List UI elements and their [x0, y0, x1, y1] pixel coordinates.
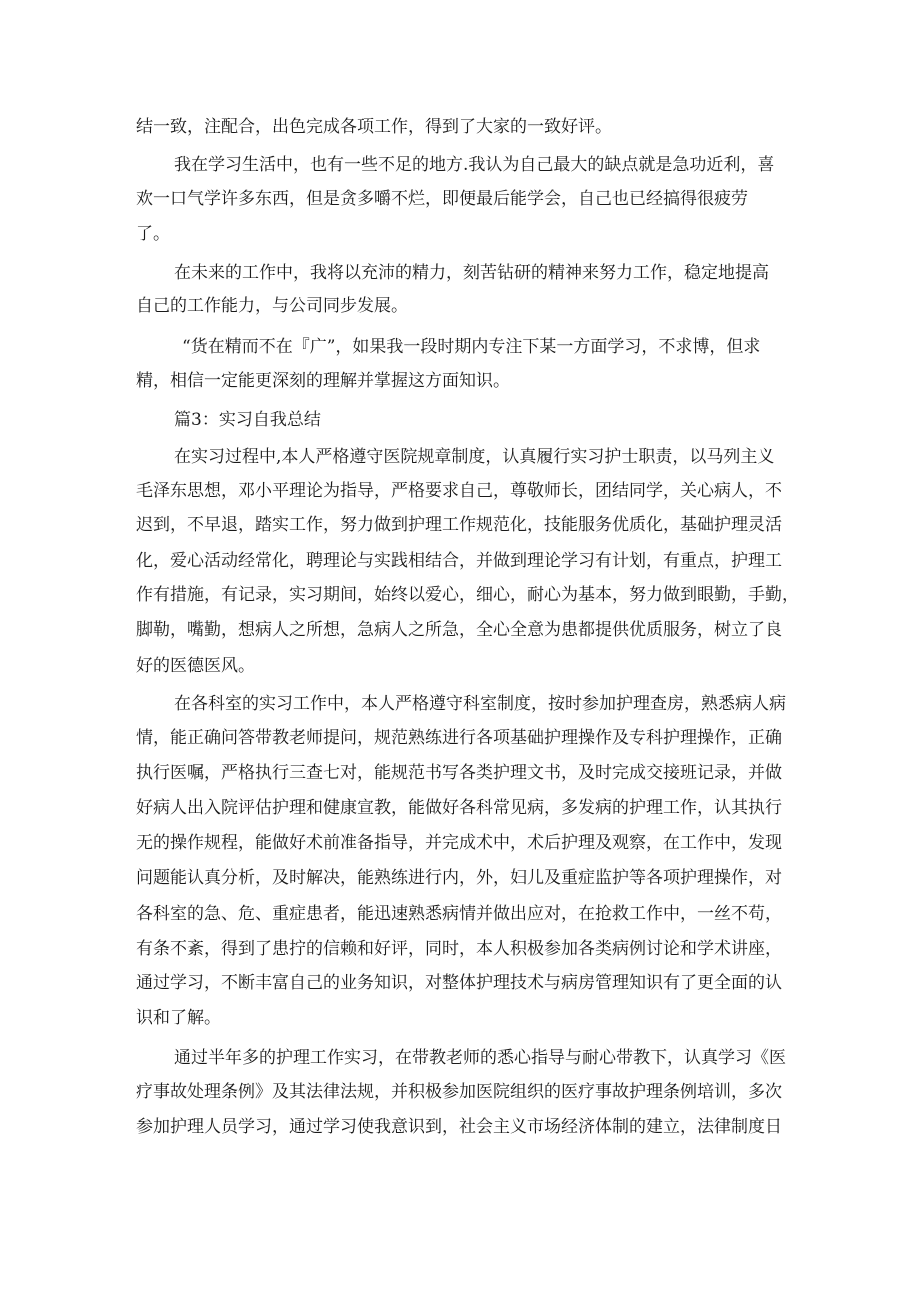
text-line: 问题能认真分析，及时解决，能熟练进行内，外，妇儿及重症监护等各项护理操作，对 [136, 868, 782, 888]
text-line: 毛泽东思想，邓小平理论为指导，严格要求自己，尊敬师长，团结同学，关心病人，不 [136, 481, 782, 501]
text-line: 情，能正确问答带教老师提问，规范熟练进行各项基础护理操作及专科护理操作，正确 [136, 728, 782, 748]
text-line: 好的医德医风。 [136, 656, 255, 676]
text-line: 疗事故处理条例》及其法律法规，并积极参加医院组织的医疗事故护理条例培训，多次 [136, 1082, 782, 1102]
text-line: 在未来的工作中，我将以充沛的精力，刻苦钻研的精神来努力工作，稳定地提高 [174, 263, 769, 283]
text-line: 我在学习生活中，也有一些不足的地方.我认为自己最大的缺点就是急功近利，喜 [174, 155, 775, 175]
text-line: “货在精而不在『广”，如果我一段时期内专注下某一方面学习，不求博，但求 [182, 337, 761, 357]
text-line: 欢一口气学许多东西，但是贪多嚼不烂，即便最后能学会，自己也已经搞得很疲劳 [136, 189, 748, 209]
text-line: 在实习过程中,本人严格遵守医院规章制度，认真履行实习护士职责，以马列主义 [174, 447, 775, 467]
text-line: 好病人出入院评估护理和健康宣教，能做好各科常见病，多发病的护理工作，认其执行 [136, 798, 782, 818]
text-line: 通过学习，不断丰富自己的业务知识，对整体护理技术与病房管理知识有了更全面的认 [136, 973, 782, 993]
text-line: 脚勒，嘴勤，想病人之所想，急病人之所急，全心全意为患都提供优质服务，树立了良 [136, 620, 782, 640]
text-line: 各科室的急、危、重症患者，能迅速熟悉病情并做出应对，在抢救工作中，一丝不苟， [136, 904, 782, 924]
text-line: 通过半年多的护理工作实习，在带教老师的悉心指导与耐心带教下，认真学习《医 [174, 1048, 786, 1068]
text-line: 化，爱心活动经常化，聘理论与实践相结合，并做到理论学习有计划，有重点，护理工 [136, 551, 782, 571]
text-line: 有条不紊，得到了患拧的信赖和好评，同时，本人积极参加各类病例讨论和学术讲座， [136, 939, 782, 959]
text-line: 执行医嘱，严格执行三查七对，能规范书写各类护理文书，及时完成交接班记录，并做 [136, 763, 782, 783]
text-line: 了。 [136, 224, 170, 244]
text-line: 识和了解。 [136, 1008, 221, 1028]
text-line: 精，相信一定能更深刻的理解并掌握这方面知识。 [136, 371, 510, 391]
text-line: 作有措施，有记录，实习期间，始终以爱心，细心，耐心为基本，努力做到眼勤，手勤， [136, 585, 799, 605]
text-line: 在各科室的实习工作中，本人严格遵守科室制度，按时参加护理查房，熟悉病人病 [174, 694, 786, 714]
text-line: 结一致，注配合，出色完成各项工作，得到了大家的一致好评。 [136, 117, 612, 137]
section-heading: 篇3：实习自我总结 [174, 410, 321, 430]
text-line: 参加护理人员学习，通过学习使我意识到，社会主义市场经济体制的建立，法律制度日 [136, 1117, 782, 1137]
text-line: 无的操作规程，能做好术前准备指导，并完成术中，术后护理及观察，在工作中，发现 [136, 833, 782, 853]
text-line: 迟到，不早退，踏实工作，努力做到护理工作规范化，技能服务优质化，基础护理灵活 [136, 515, 782, 535]
text-line: 自己的工作能力，与公司同步发展。 [136, 296, 408, 316]
